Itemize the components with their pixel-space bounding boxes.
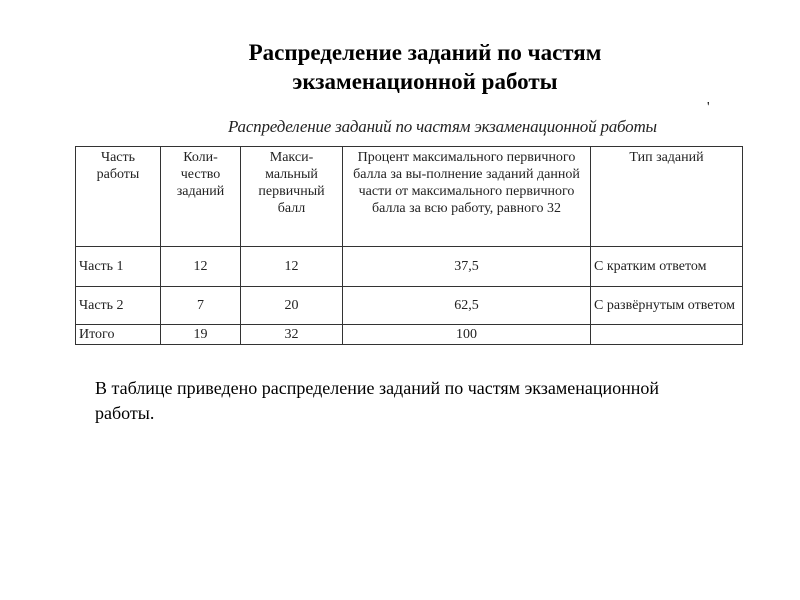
table-cell: 62,5	[343, 287, 591, 325]
table-cell: 12	[241, 247, 343, 287]
table-cell: Итого	[76, 325, 161, 345]
table-cell: 32	[241, 325, 343, 345]
table-cell: Часть 2	[76, 287, 161, 325]
table-cell: 37,5	[343, 247, 591, 287]
header-cell: Макси-мальный первичный балл	[241, 147, 343, 247]
table-caption: Распределение заданий по частям экзаменационной работы	[228, 117, 657, 136]
stray-mark: '	[707, 100, 710, 115]
header-cell: Тип заданий	[591, 147, 743, 247]
table-header-row	[76, 147, 743, 247]
table-cell: 19	[161, 325, 241, 345]
table-cell	[591, 325, 743, 345]
table-cell: С кратким ответом	[591, 247, 743, 287]
distribution-table	[75, 146, 743, 345]
table-cell: 12	[161, 247, 241, 287]
body-text: В таблице приведено распределение заданий по частям экзаменационной работы.	[95, 378, 660, 423]
table-row	[76, 287, 743, 325]
table-cell: Часть 1	[76, 247, 161, 287]
table-cell: 100	[343, 325, 591, 345]
table-row	[76, 247, 743, 287]
table-cell: 20	[241, 287, 343, 325]
title-line-2: экзаменационной работы	[292, 69, 558, 94]
table-cell: 7	[161, 287, 241, 325]
table-cell: С развёрнутым ответом	[591, 287, 743, 325]
header-cell: Часть работы	[76, 147, 161, 247]
header-cell: Коли-чество заданий	[161, 147, 241, 247]
header-cell: Процент максимального первичного балла за вы-полнение заданий данной части от максимального первичного балла за всю работу, равного 32	[343, 147, 591, 247]
page-title	[140, 38, 710, 96]
table-row-total	[76, 325, 743, 345]
title-line-1: Распределение заданий по частям	[248, 40, 602, 65]
